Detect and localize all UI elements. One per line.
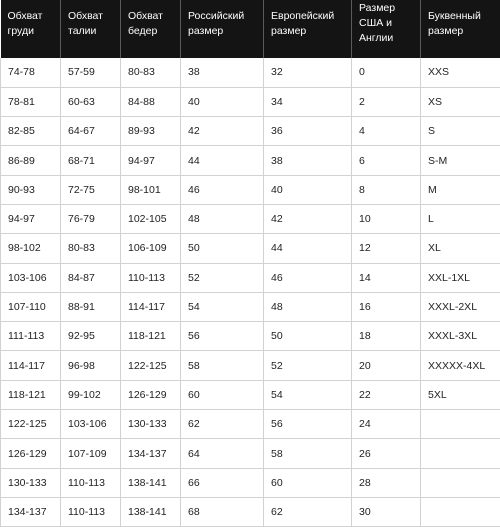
cell-waist: 57-59 — [61, 58, 121, 87]
cell-hips: 130-133 — [121, 410, 181, 439]
cell-letter-size: M — [421, 175, 500, 204]
table-row — [1, 410, 500, 439]
cell-russian-size: 68 — [181, 497, 264, 526]
cell-hips: 94-97 — [121, 146, 181, 175]
cell-european-size: 38 — [264, 146, 352, 175]
cell-russian-size: 58 — [181, 351, 264, 380]
cell-us-uk-size: 12 — [352, 234, 421, 263]
header-line: Европейский — [271, 10, 335, 22]
table-row — [1, 497, 500, 526]
header-line: Обхват — [7, 10, 43, 22]
table-row — [1, 351, 500, 380]
table-row — [1, 234, 500, 263]
cell-european-size: 50 — [264, 322, 352, 351]
cell-russian-size: 42 — [181, 117, 264, 146]
cell-waist: 110-113 — [61, 468, 121, 497]
cell-letter-size — [421, 468, 500, 497]
cell-waist: 96-98 — [61, 351, 121, 380]
cell-european-size: 62 — [264, 497, 352, 526]
cell-waist: 60-63 — [61, 87, 121, 116]
cell-letter-size: XL — [421, 234, 500, 263]
cell-chest: 134-137 — [1, 497, 61, 526]
table-row — [1, 204, 500, 233]
cell-us-uk-size: 18 — [352, 322, 421, 351]
table-row — [1, 117, 500, 146]
cell-us-uk-size: 22 — [352, 380, 421, 409]
cell-hips: 122-125 — [121, 351, 181, 380]
cell-letter-size: XXXL-2XL — [421, 292, 500, 321]
cell-hips: 118-121 — [121, 322, 181, 351]
cell-chest: 103-106 — [1, 263, 61, 292]
cell-waist: 80-83 — [61, 234, 121, 263]
cell-hips: 114-117 — [121, 292, 181, 321]
cell-european-size: 60 — [264, 468, 352, 497]
header-line: размер — [428, 25, 464, 37]
cell-chest: 98-102 — [1, 234, 61, 263]
cell-european-size: 32 — [264, 58, 352, 87]
header-line: США и — [359, 17, 392, 29]
cell-european-size: 52 — [264, 351, 352, 380]
cell-letter-size: XXS — [421, 58, 500, 87]
cell-chest: 94-97 — [1, 204, 61, 233]
cell-chest: 122-125 — [1, 410, 61, 439]
cell-chest: 78-81 — [1, 87, 61, 116]
cell-chest: 130-133 — [1, 468, 61, 497]
cell-waist: 88-91 — [61, 292, 121, 321]
cell-chest: 107-110 — [1, 292, 61, 321]
cell-letter-size: S — [421, 117, 500, 146]
header-line: Англии — [359, 32, 394, 44]
table-row — [1, 87, 500, 116]
header-line: талии — [68, 25, 97, 37]
cell-us-uk-size: 30 — [352, 497, 421, 526]
cell-european-size: 56 — [264, 410, 352, 439]
cell-letter-size: XXXL-3XL — [421, 322, 500, 351]
header-line: Российский — [188, 10, 245, 22]
cell-russian-size: 46 — [181, 175, 264, 204]
table-row — [1, 175, 500, 204]
table-row — [1, 439, 500, 468]
table-body — [1, 58, 500, 527]
cell-waist: 84-87 — [61, 263, 121, 292]
cell-us-uk-size: 0 — [352, 58, 421, 87]
table-row — [1, 263, 500, 292]
cell-european-size: 44 — [264, 234, 352, 263]
cell-us-uk-size: 24 — [352, 410, 421, 439]
cell-hips: 110-113 — [121, 263, 181, 292]
cell-european-size: 34 — [264, 87, 352, 116]
cell-chest: 86-89 — [1, 146, 61, 175]
cell-european-size: 36 — [264, 117, 352, 146]
header-line: груди — [7, 25, 34, 37]
cell-russian-size: 44 — [181, 146, 264, 175]
cell-chest: 111-113 — [1, 322, 61, 351]
cell-russian-size: 38 — [181, 58, 264, 87]
cell-chest: 126-129 — [1, 439, 61, 468]
cell-us-uk-size: 14 — [352, 263, 421, 292]
header-line: размер — [188, 25, 224, 37]
cell-chest: 90-93 — [1, 175, 61, 204]
cell-russian-size: 52 — [181, 263, 264, 292]
table-row — [1, 146, 500, 175]
cell-chest: 82-85 — [1, 117, 61, 146]
cell-waist: 99-102 — [61, 380, 121, 409]
cell-letter-size: 5XL — [421, 380, 500, 409]
cell-letter-size: XXXXX-4XL — [421, 351, 500, 380]
cell-european-size: 46 — [264, 263, 352, 292]
cell-russian-size: 66 — [181, 468, 264, 497]
cell-us-uk-size: 16 — [352, 292, 421, 321]
table-row — [1, 58, 500, 87]
cell-us-uk-size: 20 — [352, 351, 421, 380]
cell-letter-size: L — [421, 204, 500, 233]
cell-russian-size: 50 — [181, 234, 264, 263]
cell-hips: 84-88 — [121, 87, 181, 116]
cell-hips: 106-109 — [121, 234, 181, 263]
cell-waist: 110-113 — [61, 497, 121, 526]
cell-russian-size: 48 — [181, 204, 264, 233]
cell-letter-size: XXL-1XL — [421, 263, 500, 292]
cell-hips: 134-137 — [121, 439, 181, 468]
header-hips — [121, 0, 181, 58]
cell-hips: 138-141 — [121, 497, 181, 526]
header-waist — [61, 0, 121, 58]
cell-european-size: 58 — [264, 439, 352, 468]
header-letter-size — [421, 0, 500, 58]
table-row — [1, 380, 500, 409]
cell-us-uk-size: 2 — [352, 87, 421, 116]
header-line: Обхват — [128, 10, 163, 22]
cell-hips: 126-129 — [121, 380, 181, 409]
cell-waist: 92-95 — [61, 322, 121, 351]
header-line: Обхват — [68, 10, 103, 22]
cell-letter-size: S-M — [421, 146, 500, 175]
header-line: Размер — [359, 2, 396, 14]
cell-russian-size: 60 — [181, 380, 264, 409]
header-line: Буквенный — [428, 10, 481, 22]
table-row — [1, 292, 500, 321]
cell-letter-size — [421, 439, 500, 468]
cell-european-size: 42 — [264, 204, 352, 233]
header-european-size — [264, 0, 352, 58]
cell-waist: 103-106 — [61, 410, 121, 439]
cell-us-uk-size: 28 — [352, 468, 421, 497]
header-chest — [1, 0, 61, 58]
cell-waist: 76-79 — [61, 204, 121, 233]
cell-waist: 107-109 — [61, 439, 121, 468]
header-us-uk-size — [352, 0, 421, 58]
cell-european-size: 40 — [264, 175, 352, 204]
table-row — [1, 468, 500, 497]
cell-us-uk-size: 10 — [352, 204, 421, 233]
cell-russian-size: 64 — [181, 439, 264, 468]
header-russian-size — [181, 0, 264, 58]
cell-waist: 64-67 — [61, 117, 121, 146]
header-row — [1, 0, 500, 58]
cell-letter-size — [421, 410, 500, 439]
cell-us-uk-size: 8 — [352, 175, 421, 204]
cell-hips: 138-141 — [121, 468, 181, 497]
cell-hips: 98-101 — [121, 175, 181, 204]
cell-russian-size: 40 — [181, 87, 264, 116]
cell-hips: 102-105 — [121, 204, 181, 233]
cell-waist: 72-75 — [61, 175, 121, 204]
cell-chest: 114-117 — [1, 351, 61, 380]
cell-hips: 80-83 — [121, 58, 181, 87]
cell-us-uk-size: 6 — [352, 146, 421, 175]
cell-russian-size: 56 — [181, 322, 264, 351]
cell-hips: 89-93 — [121, 117, 181, 146]
header-line: бедер — [128, 25, 158, 37]
cell-russian-size: 54 — [181, 292, 264, 321]
cell-waist: 68-71 — [61, 146, 121, 175]
cell-letter-size — [421, 497, 500, 526]
cell-russian-size: 62 — [181, 410, 264, 439]
cell-chest: 74-78 — [1, 58, 61, 87]
cell-letter-size: XS — [421, 87, 500, 116]
table-row — [1, 322, 500, 351]
cell-european-size: 48 — [264, 292, 352, 321]
cell-us-uk-size: 26 — [352, 439, 421, 468]
header-line: размер — [271, 25, 307, 37]
cell-chest: 118-121 — [1, 380, 61, 409]
cell-us-uk-size: 4 — [352, 117, 421, 146]
cell-european-size: 54 — [264, 380, 352, 409]
table-header — [1, 0, 500, 58]
